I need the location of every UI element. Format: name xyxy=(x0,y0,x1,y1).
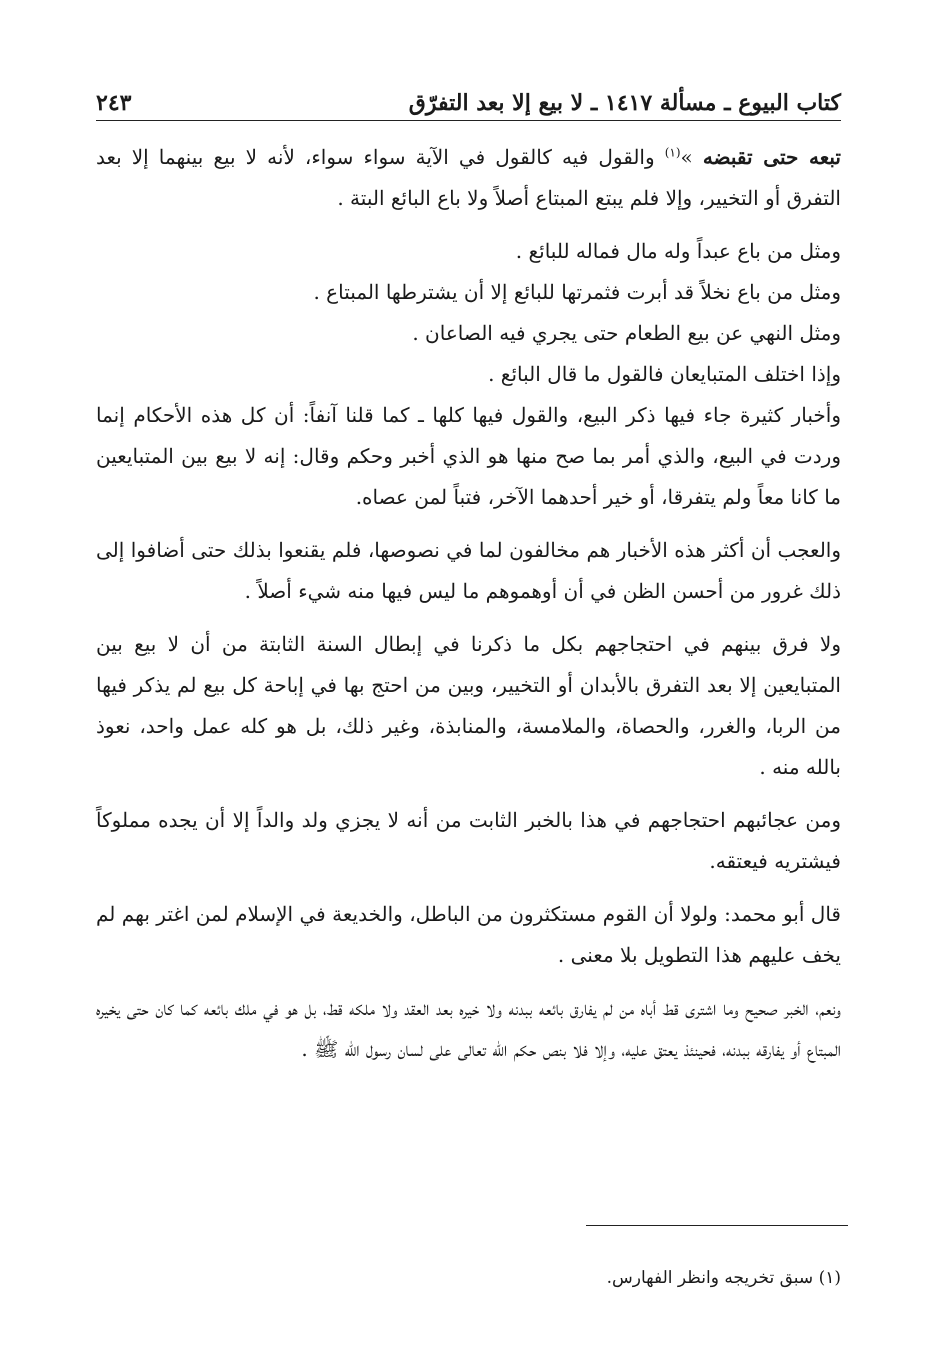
page-number: ٢٤٣ xyxy=(96,90,132,116)
running-header xyxy=(96,72,841,121)
paragraph-8: ولا فرق بينهم في احتجاجهم بكل ما ذكرنا في إبطال السنة الثابتة من أن لا بيع بين المتبايعين إلا بعد التفرق بالأبدان أو التخيير، وبين من احتج بها في إباحة كل بيع لم يذكر فيها من الربا، والغرر، والحصاة، والملامسة، والمنابذة، وغير ذلك، بل هو كله عمل واحد، نعوذ بالله منه . xyxy=(96,632,841,779)
paragraph-1-text: والقول فيه كالقول في الآية سواء سواء، لأنه لا بيع بينهما إلا بعد التفرق أو التخيير، وإلا فلم يبتع المبتاع أصلاً ولا باع البائع البتة . xyxy=(96,145,841,210)
paragraph-10: قال أبو محمد: ولولا أن القوم مستكثرون من الباطل، والخديعة في الإسلام لمن اغتر بهم لم يخف عليهم هذا التطويل بلا معنى . xyxy=(96,902,841,967)
footnote: (١) سبق تخريجه وانظر الفهارس. xyxy=(606,1268,841,1288)
footnote-ref[interactable]: (١) xyxy=(664,145,681,160)
paragraph-11: ونعم، الخبر صحيح وما اشترى قط أباه من لم يفارق بائعه ببدنه ولا خيره بعد العقد ولا ملكه قط، بل هو في ملك بائعه كما كان حتى يخيره المبتاع أو يفارقه ببدنه، فحينئذ يعتق عليه، وإلا فلا بنص حكم الله تعالى على لسان رسول الله ﷺ . xyxy=(96,996,841,1061)
paragraph-7: والعجب أن أكثر هذه الأخبار هم مخالفون لما في نصوصها، فلم يقنعوا بذلك حتى أضافوا إلى ذلك غرور من أحسن الظن في أن أوهموهم ما ليس فيها منه شيء أصلاً . xyxy=(96,538,841,603)
paragraph-1 xyxy=(96,137,841,219)
main-text xyxy=(96,137,841,1070)
paragraph-5: وإذا اختلف المتبايعان فالقول ما قال البائع . xyxy=(488,362,841,386)
paragraph-4: ومثل النهي عن بيع الطعام حتى يجري فيه الصاعان . xyxy=(412,321,841,345)
paragraph-2: ومثل من باع عبداً وله مال فماله للبائع . xyxy=(515,239,841,263)
header-title: كتاب البيوع ـ مسألة ١٤١٧ ـ لا بيع إلا بعد التفرّق xyxy=(408,90,841,116)
page xyxy=(96,72,841,1082)
quote-ending: تبعه حتى تقبضه xyxy=(702,145,841,169)
quote-mark: » xyxy=(680,145,703,169)
paragraph-9: ومن عجائبهم احتجاجهم في هذا بالخبر الثابت من أنه لا يجزي ولد والداً إلا أن يجده مملوكاً فيشتريه فيعتقه. xyxy=(96,808,841,873)
paragraph-3: ومثل من باع نخلاً قد أبرت فثمرتها للبائع إلا أن يشترطها المبتاع . xyxy=(313,280,841,304)
paragraph-6: وأخبار كثيرة جاء فيها ذكر البيع، والقول فيها كلها ـ كما قلنا آنفاً: أن كل هذه الأحكام إنما وردت في البيع، والذي أمر بما صح منها هو الذي أخبر وحكم وقال: إنه لا بيع بين المتبايعين ما كانا معاً ولم يتفرقا، أو خير أحدهما الآخر، فتباً لمن عصاه. xyxy=(96,403,841,509)
footnote-divider xyxy=(586,1225,848,1226)
